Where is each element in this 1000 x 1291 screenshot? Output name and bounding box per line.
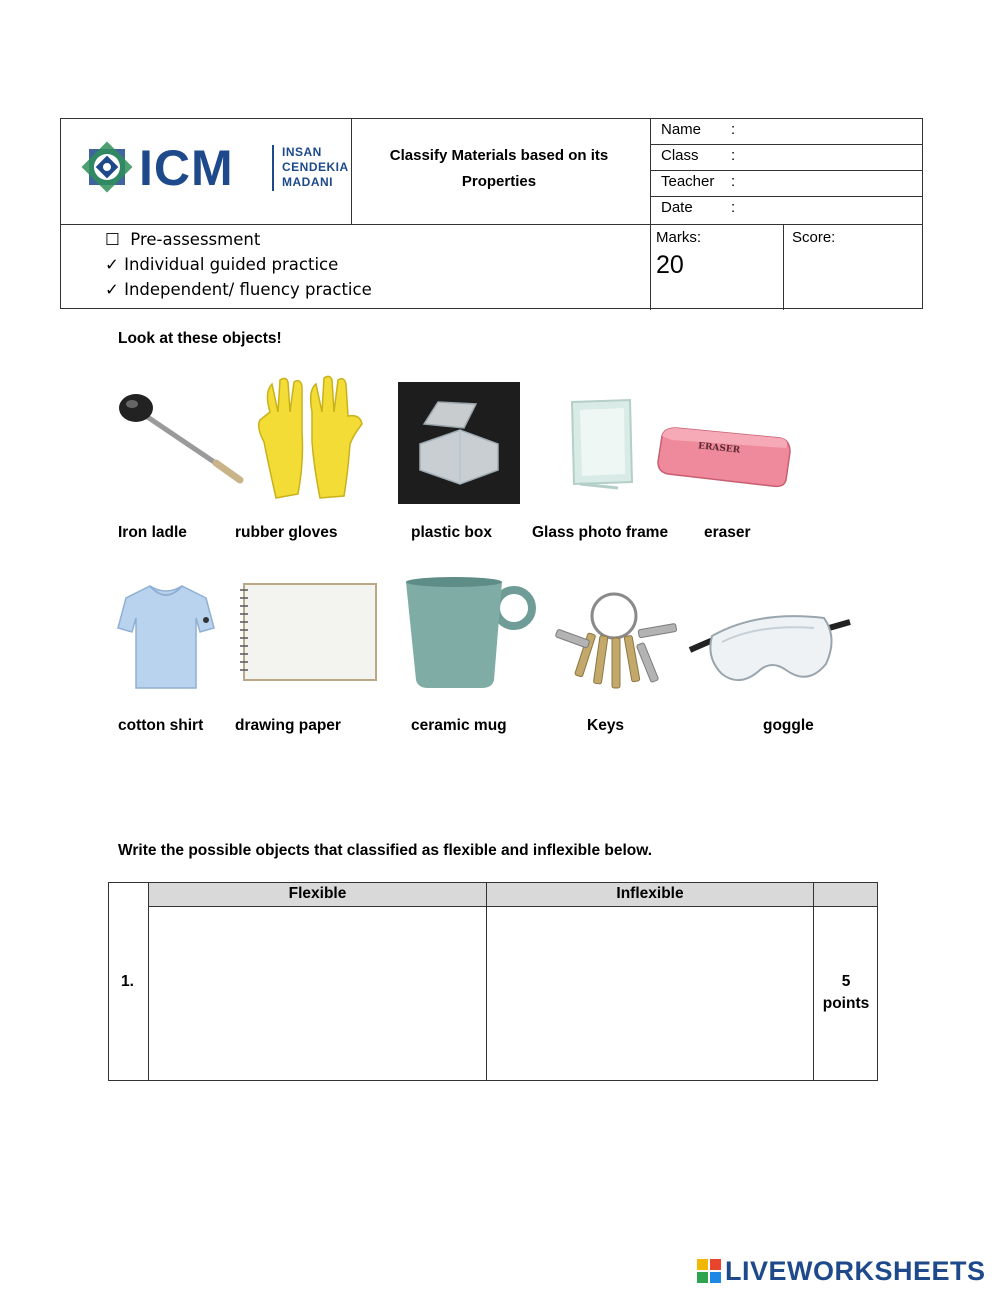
caption-goggle: goggle bbox=[763, 717, 814, 734]
practice-checklist bbox=[105, 227, 372, 302]
checkmark-icon: ✓ bbox=[105, 280, 119, 299]
question-number: 1. bbox=[121, 973, 134, 990]
caption-ceramic-mug: ceramic mug bbox=[411, 717, 507, 734]
score-label[interactable]: Score: bbox=[792, 229, 836, 246]
instruction-look: Look at these objects! bbox=[118, 330, 282, 347]
divider bbox=[650, 196, 922, 197]
caption-eraser: eraser bbox=[704, 524, 751, 541]
class-label: Class bbox=[661, 147, 699, 164]
colon: : bbox=[731, 147, 736, 164]
logo-subtitle bbox=[282, 145, 349, 190]
divider bbox=[650, 119, 651, 310]
rubber-gloves-image bbox=[250, 372, 370, 502]
practice-label: Independent/ fluency practice bbox=[124, 280, 372, 299]
divider bbox=[351, 119, 352, 224]
teacher-label: Teacher bbox=[661, 173, 715, 190]
ceramic-mug-image bbox=[402, 576, 538, 692]
logo-acronym: ICM bbox=[139, 140, 234, 196]
teacher-field[interactable] bbox=[661, 173, 735, 190]
logo-line: CENDEKIA bbox=[282, 160, 349, 174]
points-number: 5 bbox=[841, 973, 851, 990]
divider bbox=[61, 224, 922, 225]
checkbox-icon: ☐ bbox=[105, 230, 120, 249]
logo-separator bbox=[272, 145, 274, 191]
glass-photo-frame-image bbox=[560, 398, 640, 490]
eraser-image bbox=[654, 424, 794, 490]
practice-item bbox=[105, 252, 372, 277]
answer-table bbox=[108, 882, 878, 1081]
liveworksheets-wordmark: LIVEWORKSHEETS bbox=[725, 1256, 986, 1286]
divider bbox=[650, 144, 922, 145]
caption-drawing-paper: drawing paper bbox=[235, 717, 341, 734]
star-emblem-icon bbox=[79, 139, 135, 195]
drawing-paper-image bbox=[238, 582, 378, 682]
logo-line: MADANI bbox=[282, 175, 333, 189]
marks-value: 20 bbox=[656, 251, 684, 279]
caption-iron-ladle: Iron ladle bbox=[118, 524, 187, 541]
practice-item bbox=[105, 277, 372, 302]
caption-keys: Keys bbox=[587, 717, 625, 734]
colon: : bbox=[731, 199, 736, 216]
inflexible-answer-area[interactable] bbox=[487, 907, 813, 1080]
marks-label: Marks: bbox=[656, 229, 701, 246]
divider bbox=[650, 170, 922, 171]
practice-label: Pre-assessment bbox=[130, 230, 261, 249]
cotton-shirt-image bbox=[116, 582, 216, 692]
worksheet-header bbox=[60, 118, 923, 309]
caption-rubber-gloves: rubber gloves bbox=[235, 524, 338, 541]
checkmark-icon: ✓ bbox=[105, 255, 119, 274]
logo-line: INSAN bbox=[282, 145, 322, 159]
caption-glass-photo-frame: Glass photo frame bbox=[532, 524, 669, 541]
keys-image bbox=[548, 590, 680, 694]
iron-ladle-image bbox=[116, 388, 246, 488]
points-unit: points bbox=[822, 995, 870, 1012]
worksheet-title bbox=[353, 143, 645, 195]
eraser-print: ERASER bbox=[697, 441, 741, 456]
practice-item bbox=[105, 227, 372, 252]
name-field[interactable] bbox=[661, 121, 735, 138]
instruction-classify: Write the possible objects that classified as flexible and inflexible below. bbox=[118, 842, 653, 859]
practice-label: Individual guided practice bbox=[124, 255, 339, 274]
divider bbox=[783, 224, 784, 310]
class-field[interactable] bbox=[661, 147, 735, 164]
plastic-box-image bbox=[398, 382, 520, 504]
colon: : bbox=[731, 173, 736, 190]
points-value bbox=[815, 971, 877, 1015]
title-line: Classify Materials based on its bbox=[389, 147, 609, 164]
caption-plastic-box: plastic box bbox=[411, 524, 492, 541]
liveworksheets-icon bbox=[697, 1259, 721, 1283]
name-label: Name bbox=[661, 121, 702, 138]
divider bbox=[813, 883, 814, 1080]
date-label: Date bbox=[661, 199, 693, 216]
caption-cotton-shirt: cotton shirt bbox=[118, 717, 204, 734]
icm-logo bbox=[79, 137, 349, 197]
goggle-image bbox=[688, 608, 852, 692]
title-line: Properties bbox=[461, 173, 537, 190]
flexible-answer-area[interactable] bbox=[149, 907, 486, 1080]
column-inflexible: Inflexible bbox=[616, 885, 684, 902]
colon: : bbox=[731, 121, 736, 138]
date-field[interactable] bbox=[661, 199, 735, 216]
column-flexible: Flexible bbox=[288, 885, 347, 902]
